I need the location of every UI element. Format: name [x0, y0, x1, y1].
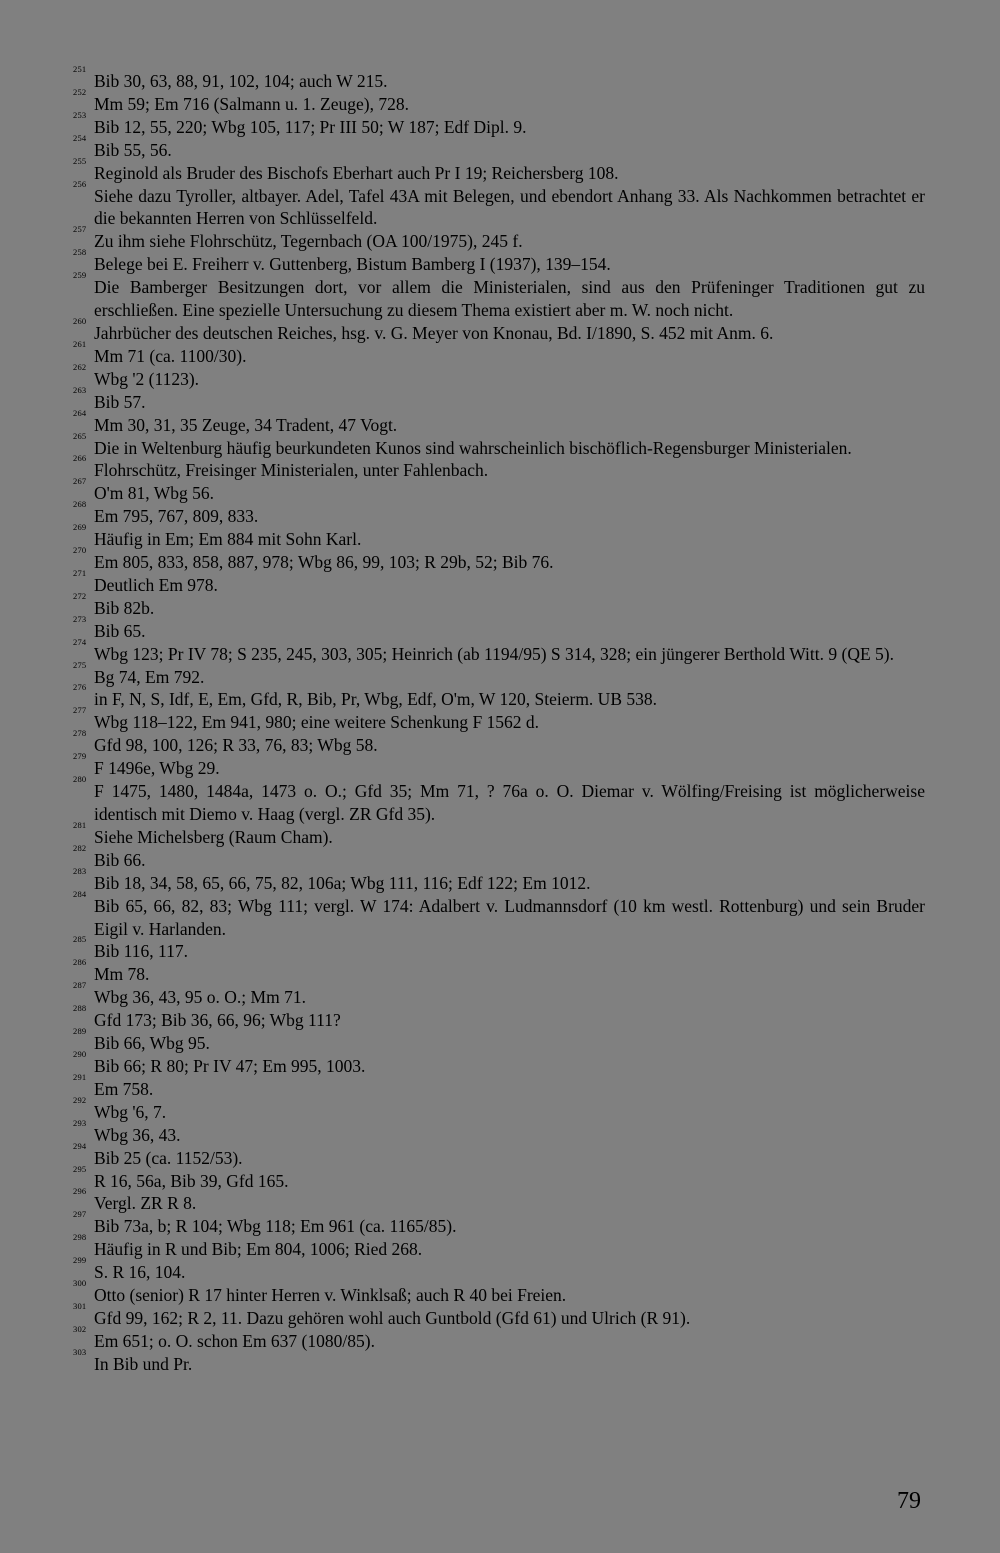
footnote: [73, 1094, 925, 1124]
footnote: [73, 705, 925, 734]
footnote-number: 285: [73, 934, 87, 945]
footnote-number: 260: [73, 315, 87, 326]
footnote-number: 265: [73, 430, 87, 441]
footnote-number: 297: [73, 1209, 87, 1220]
footnote-number: 298: [73, 1232, 87, 1243]
footnote-text: Bib 82b.: [94, 597, 155, 618]
footnote-number: 296: [73, 1186, 87, 1197]
footnote-number: 259: [73, 270, 87, 281]
footnote-text: Gfd 173; Bib 36, 66, 96; Wbg 111?: [94, 1010, 341, 1031]
page-number: 79: [897, 1488, 921, 1514]
footnote-number: 293: [73, 1117, 87, 1128]
footnote-text: Bg 74, Em 792.: [94, 666, 205, 687]
footnote: [73, 659, 925, 689]
footnote-text: Bib 65.: [94, 620, 146, 641]
footnote-text: Bib 30, 63, 88, 91, 102, 104; auch W 215.: [94, 71, 388, 91]
footnote-number: 294: [73, 1140, 87, 1151]
footnote-number: 267: [73, 476, 87, 487]
footnote-list: [73, 64, 925, 1376]
footnote: [73, 430, 925, 460]
footnote-number: 281: [73, 819, 87, 830]
footnote-text: Mm 59; Em 716 (Salmann u. 1. Zeuge), 728.: [94, 93, 409, 114]
footnote: [73, 270, 925, 322]
footnote: [73, 476, 925, 505]
footnote: [73, 934, 925, 963]
footnote-number: 292: [73, 1094, 87, 1105]
footnote-number: 263: [73, 384, 87, 395]
footnote: [73, 545, 925, 574]
footnote-text: Em 795, 767, 809, 833.: [94, 506, 259, 527]
footnote-text: Em 805, 833, 858, 887, 978; Wbg 86, 99, 103; R 29b, 52; Bib 76.: [94, 552, 554, 573]
footnote: [73, 636, 925, 666]
footnote: [73, 865, 925, 895]
footnote: [73, 888, 925, 941]
footnote: [73, 1346, 925, 1376]
footnote-text: Bib 55, 56.: [94, 139, 172, 160]
footnote-number: 279: [73, 751, 87, 762]
footnote: [73, 774, 925, 826]
footnote-text: Em 758.: [94, 1078, 154, 1099]
footnote-text: F 1496e, Wbg 29.: [94, 758, 220, 779]
footnote: [73, 1048, 925, 1078]
footnote-number: 288: [73, 1003, 87, 1014]
footnote-text: Bib 66.: [94, 849, 146, 870]
footnote: [73, 155, 925, 185]
footnote-number: 262: [73, 361, 87, 372]
footnote: [73, 109, 925, 139]
footnote-number: 253: [73, 109, 87, 120]
footnote: [73, 842, 925, 872]
footnote-text: Jahrbücher des deutschen Reiches, hsg. v. G. Meyer von Knonau, Bd. I/1890, S. 452 mit Anm. 6.: [94, 322, 774, 343]
footnote: [73, 499, 925, 528]
footnote-number: 268: [73, 499, 87, 510]
footnote: [73, 1003, 925, 1032]
footnote-number: 277: [73, 705, 87, 716]
footnote: [73, 751, 925, 780]
footnote-text: Otto (senior) R 17 hinter Herren v. Winklsaß; auch R 40 bei Freien.: [94, 1285, 567, 1306]
footnote: [73, 1300, 925, 1330]
footnote: [73, 567, 925, 597]
footnote: [73, 315, 925, 345]
footnote-text: F 1475, 1480, 1484a, 1473 o. O.; Gfd 35; Mm 71, ? 76a o. O. Diemar v. Wölfing/Freising ist möglicherweise identisch mit Diemo v. Haag (vergl. ZR Gfd 35).: [94, 781, 925, 824]
footnote: [73, 64, 925, 93]
footnote: [73, 247, 925, 276]
footnote: [73, 1232, 925, 1261]
footnote-number: 266: [73, 453, 87, 464]
footnote-text: Em 651; o. O. schon Em 637 (1080/85).: [94, 1330, 375, 1351]
footnote-text: Siehe dazu Tyroller, altbayer. Adel, Tafel 43A mit Belegen, und ebendort Anhang 33. Als Nachkommen betrachtet er die bekannten Herren von Schlüsselfeld.: [94, 185, 925, 229]
footnote-number: 286: [73, 957, 87, 968]
footnote-number: 275: [73, 659, 87, 670]
footnote-number: 251: [73, 64, 87, 74]
footnote: [73, 980, 925, 1009]
footnote-number: 299: [73, 1255, 87, 1266]
footnote-text: O'm 81, Wbg 56.: [94, 483, 214, 504]
footnote-number: 301: [73, 1300, 87, 1311]
footnote-number: 256: [73, 178, 87, 189]
footnote-number: 270: [73, 545, 87, 556]
footnote-text: S. R 16, 104.: [94, 1262, 186, 1283]
footnote-text: Bib 12, 55, 220; Wbg 105, 117; Pr III 50; W 187; Edf Dipl. 9.: [94, 116, 527, 137]
footnote-text: Zu ihm siehe Flohrschütz, Tegernbach (OA 100/1975), 245 f.: [94, 231, 523, 252]
footnote: [73, 1026, 925, 1055]
footnote-text: Flohrschütz, Freisinger Ministerialen, unter Fahlenbach.: [94, 460, 489, 481]
footnote: [73, 1140, 925, 1170]
footnote-number: 276: [73, 682, 87, 693]
footnote: [73, 384, 925, 414]
footnote: [73, 682, 925, 711]
footnote: [73, 1209, 925, 1238]
footnote-text: Die in Weltenburg häufig beurkundeten Kunos sind wahrscheinlich bischöflich-Regensburger Ministerialen.: [94, 437, 852, 458]
footnote-text: Mm 78.: [94, 964, 150, 985]
footnote: [73, 86, 925, 116]
footnote-number: 273: [73, 613, 87, 624]
footnote-text: Deutlich Em 978.: [94, 574, 218, 595]
footnote-text: Vergl. ZR R 8.: [94, 1193, 197, 1214]
footnote-number: 274: [73, 636, 87, 647]
footnote-text: Wbg 36, 43.: [94, 1124, 181, 1145]
footnote-text: Bib 116, 117.: [94, 941, 188, 962]
footnote-text: Bib 25 (ca. 1152/53).: [94, 1147, 243, 1168]
footnote-number: 300: [73, 1278, 87, 1289]
footnote-text: Bib 66, Wbg 95.: [94, 1033, 210, 1054]
footnote-text: Die Bamberger Besitzungen dort, vor allem die Ministerialen, sind aus den Prüfeninger Traditionen gut zu erschließen. Eine spezielle Untersuchung zu diesem Thema existiert aber m. W. noch nicht.: [94, 277, 925, 321]
footnote-number: 254: [73, 132, 87, 143]
footnote: [73, 407, 925, 437]
footnote: [73, 522, 925, 551]
footnote-number: 302: [73, 1323, 87, 1334]
footnote-text: Mm 30, 31, 35 Zeuge, 34 Tradent, 47 Vogt.: [94, 414, 398, 435]
footnote: [73, 132, 925, 162]
footnote-text: Bib 65, 66, 82, 83; Wbg 111; vergl. W 174: Adalbert v. Ludmannsdorf (10 km westl. Rottenburg) und sein Bruder Eigil v. Harlanden.: [94, 895, 925, 939]
footnote-text: Siehe Michelsberg (Raum Cham).: [94, 826, 333, 847]
footnote: [73, 1117, 925, 1147]
footnote-text: Bib 57.: [94, 391, 146, 412]
footnote-number: 287: [73, 980, 87, 991]
footnote-text: Bib 73a, b; R 104; Wbg 118; Em 961 (ca. 1165/85).: [94, 1216, 457, 1237]
footnote: [73, 338, 925, 368]
footnote-number: 271: [73, 567, 87, 578]
footnote-number: 257: [73, 224, 87, 235]
footnote-number: 289: [73, 1026, 87, 1037]
footnote-text: R 16, 56a, Bib 39, Gfd 165.: [94, 1170, 289, 1191]
footnote-number: 282: [73, 842, 87, 853]
footnote: [73, 361, 925, 391]
footnote: [73, 1186, 925, 1215]
footnote-text: Häufig in R und Bib; Em 804, 1006; Ried 268.: [94, 1239, 423, 1260]
footnote-text: in F, N, S, Idf, E, Em, Gfd, R, Bib, Pr, Wbg, Edf, O'm, W 120, Steierm. UB 538.: [94, 689, 657, 710]
footnote-number: 303: [73, 1346, 87, 1357]
footnote: [73, 728, 925, 757]
footnote-number: 269: [73, 522, 87, 533]
footnote-text: Mm 71 (ca. 1100/30).: [94, 345, 247, 366]
footnote-text: Wbg 36, 43, 95 o. O.; Mm 71.: [94, 987, 306, 1008]
footnote: [73, 1255, 925, 1284]
footnote-number: 290: [73, 1048, 87, 1059]
footnote: [73, 1071, 925, 1101]
footnote-text: In Bib und Pr.: [94, 1353, 193, 1374]
footnote-number: 272: [73, 590, 87, 601]
footnote: [73, 613, 925, 643]
footnote-number: 261: [73, 338, 87, 349]
footnote: [73, 1278, 925, 1307]
footnote-number: 291: [73, 1071, 87, 1082]
footnote: [73, 1323, 925, 1353]
footnote-text: Wbg '2 (1123).: [94, 368, 200, 389]
footnote: [73, 224, 925, 253]
footnote-text: Bib 66; R 80; Pr IV 47; Em 995, 1003.: [94, 1055, 366, 1076]
footnote-text: Reginold als Bruder des Bischofs Eberhart auch Pr I 19; Reichersberg 108.: [94, 162, 619, 183]
footnote-number: 283: [73, 865, 87, 876]
footnote: [73, 819, 925, 849]
footnote-text: Häufig in Em; Em 884 mit Sohn Karl.: [94, 529, 362, 550]
footnote-text: Wbg '6, 7.: [94, 1101, 167, 1122]
footnote-text: Gfd 99, 162; R 2, 11. Dazu gehören wohl auch Guntbold (Gfd 61) und Ulrich (R 91).: [94, 1307, 691, 1328]
footnote: [73, 1163, 925, 1193]
footnote-number: 295: [73, 1163, 87, 1174]
footnote-number: 258: [73, 247, 87, 258]
footnote-text: Wbg 123; Pr IV 78; S 235, 245, 303, 305; Heinrich (ab 1194/95) S 314, 328; ein jüngerer Berthold Witt. 9 (QE 5).: [94, 643, 894, 664]
footnote-number: 264: [73, 407, 87, 418]
footnote-text: Bib 18, 34, 58, 65, 66, 75, 82, 106a; Wbg 111, 116; Edf 122; Em 1012.: [94, 872, 591, 893]
footnote: [73, 453, 925, 482]
footnote-number: 280: [73, 774, 87, 785]
footnote-number: 284: [73, 888, 87, 899]
footnote-number: 255: [73, 155, 87, 166]
footnote-number: 252: [73, 86, 87, 97]
footnote: [73, 590, 925, 620]
footnote: [73, 178, 925, 231]
footnote-text: Belege bei E. Freiherr v. Guttenberg, Bistum Bamberg I (1937), 139–154.: [94, 254, 611, 275]
footnote-number: 278: [73, 728, 87, 739]
footnote-text: Wbg 118–122, Em 941, 980; eine weitere Schenkung F 1562 d.: [94, 712, 540, 733]
footnote-text: Gfd 98, 100, 126; R 33, 76, 83; Wbg 58.: [94, 735, 378, 756]
footnote: [73, 957, 925, 986]
